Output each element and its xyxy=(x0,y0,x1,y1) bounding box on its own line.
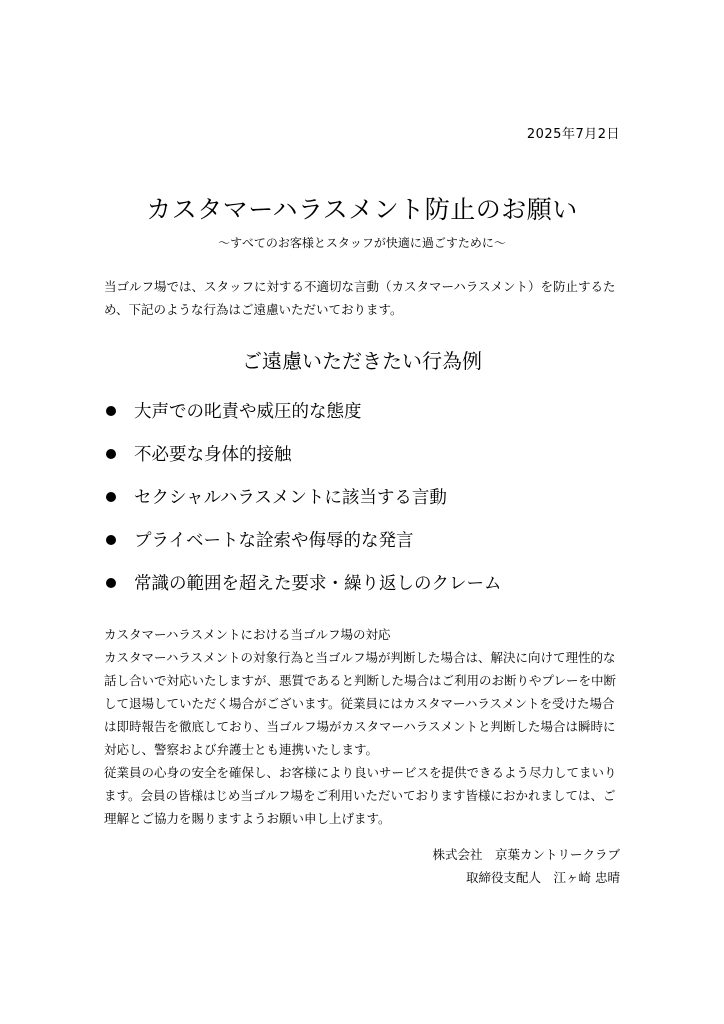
list-item xyxy=(104,561,624,604)
list-item xyxy=(104,475,624,518)
signature-block xyxy=(432,843,620,889)
list-item-text: 常識の範囲を超えた要求・繰り返しのクレーム xyxy=(134,574,502,594)
list-item xyxy=(104,389,624,432)
list-item xyxy=(104,432,624,475)
list-item xyxy=(104,518,624,561)
policy-paragraph-2: 従業員の心身の安全を確保し、お客様により良いサービスを提供できるよう尽力してまいります。会員の皆様はじめ当ゴルフ場をご利用いただいております皆様におかれましては、ご理解とご協力を賜りますようお願い申し上げます。 xyxy=(104,765,617,826)
prohibited-acts-list xyxy=(104,389,624,604)
bullet-icon xyxy=(106,406,116,416)
company-name: 株式会社 京葉カントリークラブ xyxy=(432,847,620,862)
policy-heading: カスタマーハラスメントにおける当ゴルフ場の対応 xyxy=(104,627,391,642)
list-item-text: 大声での叱責や威圧的な態度 xyxy=(134,402,362,422)
list-item-text: 不必要な身体的接触 xyxy=(134,445,292,465)
bullet-icon xyxy=(106,535,116,545)
policy-section xyxy=(104,623,624,830)
policy-paragraph-1: カスタマーハラスメントの対象行為と当ゴルフ場が判断した場合は、解決に向けて理性的な話し合いで対応いたしますが、悪質であると判断した場合はご利用のお断りやプレーを中断して退場していただく場合がございます。従業員にはカスタマーハラスメントを受けた場合は即時報告を徹底しており、当ゴルフ場がカスタマーハラスメントと判断した場合は瞬時に対応し、警察および弁護士とも連携いたします。 xyxy=(104,650,617,757)
document-subtitle: 〜すべてのお客様とスタッフが快適に過ごすために〜 xyxy=(218,236,506,250)
document-title: カスタマーハラスメント防止のお願い xyxy=(146,195,578,224)
bullet-icon xyxy=(106,449,116,459)
bullet-icon xyxy=(106,492,116,502)
signatory-name: 取締役支配人 江ヶ崎 忠晴 xyxy=(466,870,620,885)
list-item-text: セクシャルハラスメントに該当する言動 xyxy=(134,488,447,508)
section-heading: ご遠慮いただきたい行為例 xyxy=(242,349,482,373)
list-item-text: プライベートな詮索や侮辱的な発言 xyxy=(134,531,414,551)
intro-paragraph: 当ゴルフ場では、スタッフに対する不適切な言動（カスタマーハラスメント）を防止するため、下記のような行為はご遠慮いただいております。 xyxy=(104,279,616,317)
document-date: 2025年7月2日 xyxy=(526,127,620,142)
bullet-icon xyxy=(106,578,116,588)
